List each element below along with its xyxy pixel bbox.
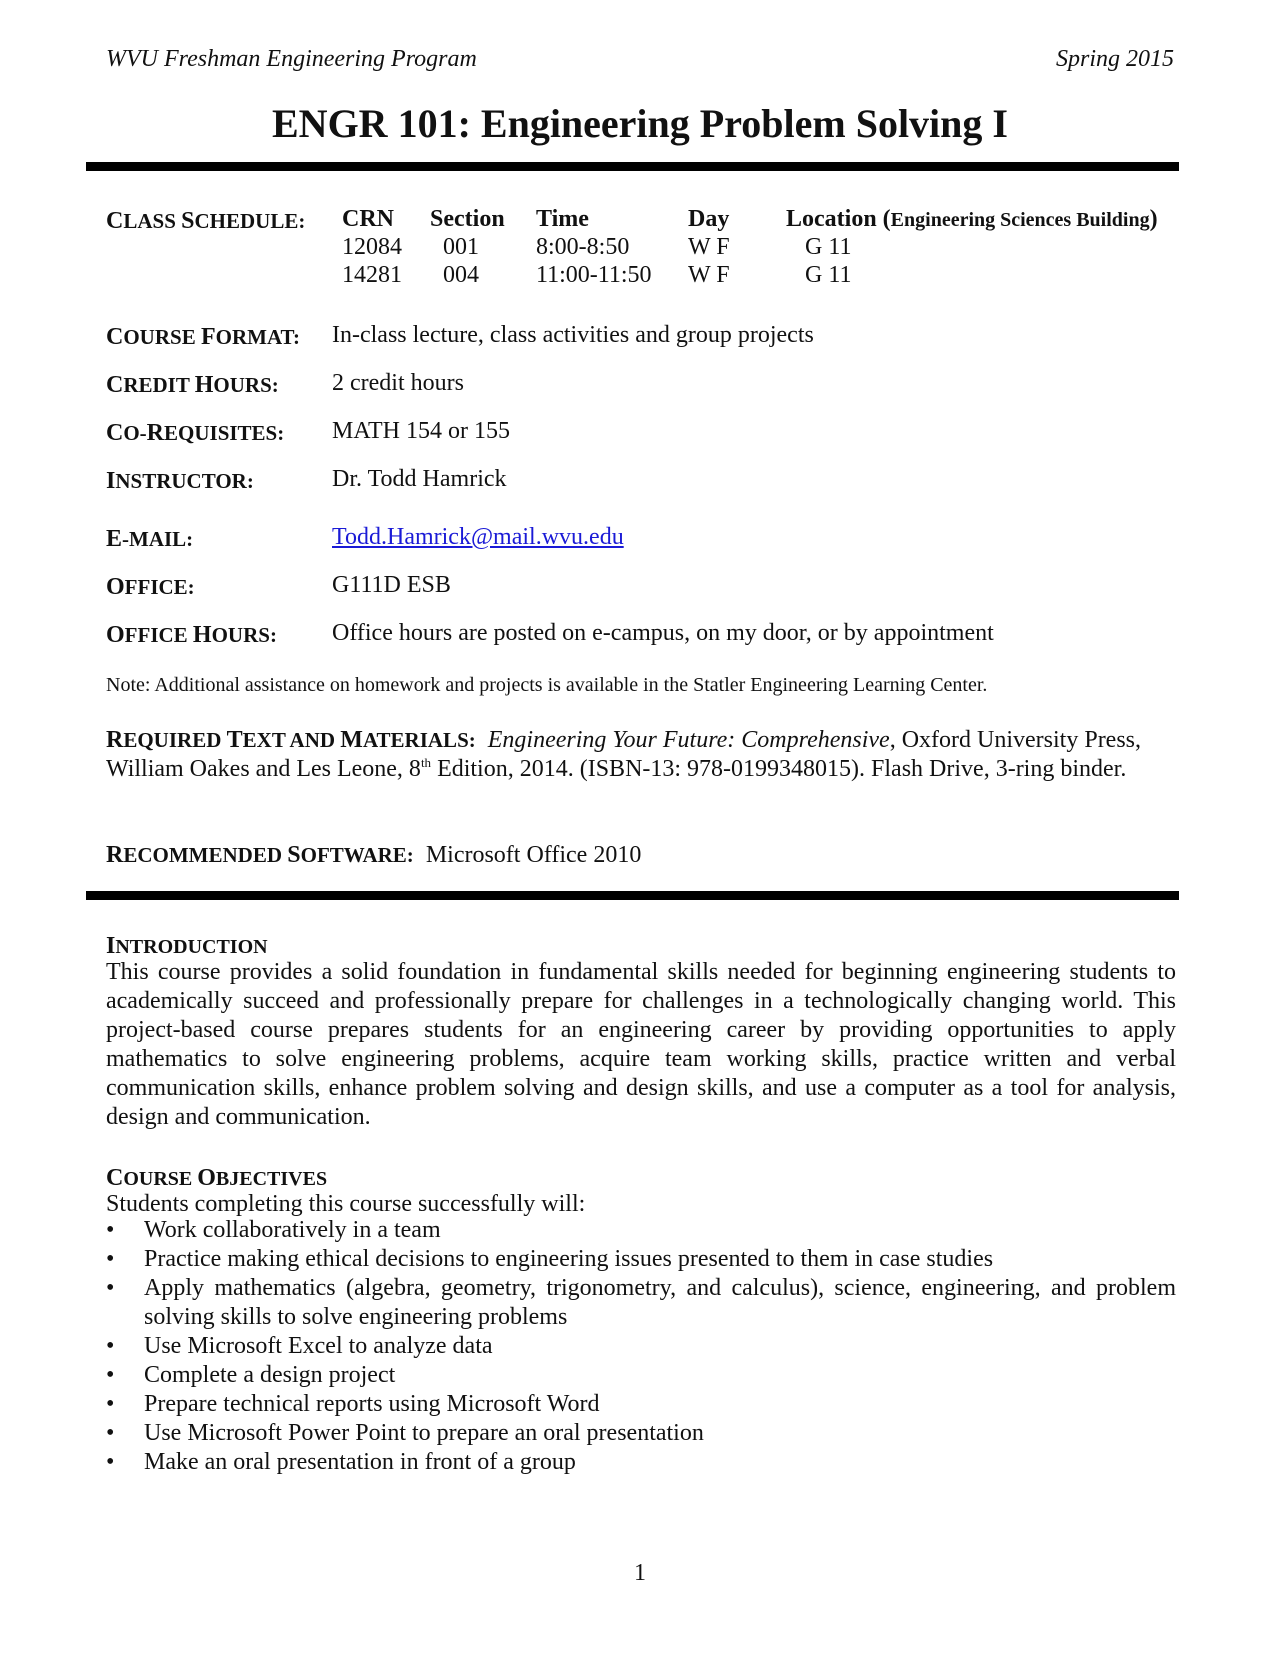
- schedule-row-1-location: G 11: [805, 234, 852, 260]
- objectives-list: [106, 1216, 1176, 1477]
- schedule-row-2-day: W F: [688, 262, 730, 288]
- list-item: • Use Microsoft Power Point to prepare an oral presentation: [106, 1420, 704, 1446]
- office-hours-label: OFFICE HOURS:: [106, 622, 277, 648]
- bullet-icon: •: [106, 1246, 115, 1272]
- introduction-heading: INTRODUCTION: [106, 933, 268, 959]
- credit-hours-label: CREDIT HOURS:: [106, 372, 279, 398]
- bullet-icon: •: [106, 1333, 115, 1359]
- objectives-intro: Students completing this course successfully will:: [106, 1191, 586, 1217]
- assistance-note: Note: Additional assistance on homework and projects is available in the Statler Engineering Learning Center.: [106, 674, 988, 696]
- instructor-label: INSTRUCTOR:: [106, 468, 254, 494]
- textbook-title: Engineering Your Future: Comprehensive: [487, 727, 890, 753]
- course-format-value: In-class lecture, class activities and group projects: [332, 322, 814, 348]
- middle-divider: [86, 891, 1179, 900]
- email-link[interactable]: Todd.Hamrick@mail.wvu.edu: [332, 524, 624, 550]
- email-value: [332, 524, 624, 551]
- recommended-software: RECOMMENDED SOFTWARE: Microsoft Office 2010: [106, 842, 642, 868]
- list-item: • Use Microsoft Excel to analyze data: [106, 1333, 493, 1359]
- bullet-icon: •: [106, 1449, 115, 1475]
- bullet-icon: •: [106, 1217, 115, 1243]
- schedule-header-time: Time: [536, 206, 589, 232]
- list-item: • Practice making ethical decisions to engineering issues presented to them in case studies: [106, 1246, 994, 1272]
- objectives-heading: COURSE OBJECTIVES: [106, 1165, 328, 1191]
- top-divider: [86, 162, 1179, 171]
- schedule-header-section: Section: [430, 206, 505, 232]
- page-number: 1: [634, 1560, 646, 1586]
- schedule-row-2-time: 11:00-11:50: [536, 262, 652, 288]
- office-value: G111D ESB: [332, 572, 451, 598]
- schedule-row-1-crn: 12084: [342, 234, 402, 260]
- course-format-label: COURSE FORMAT:: [106, 324, 300, 350]
- list-item: • Prepare technical reports using Microsoft Word: [106, 1391, 600, 1417]
- schedule-row-2-crn: 14281: [342, 262, 402, 288]
- bullet-icon: •: [106, 1420, 115, 1446]
- schedule-row-1-day: W F: [688, 234, 730, 260]
- list-item: • Complete a design project: [106, 1362, 396, 1388]
- header-term: Spring 2015: [1055, 46, 1174, 72]
- introduction-text: This course provides a solid foundation in fundamental skills needed for beginning engineering students to academically succeed and professionally prepare for challenges in a technologically changing world. This project-based course prepares students for an engineering career by providing opportunities to apply mathematics to solve engineering problems, acquire team working skills, practice written and verbal communication skills, enhance problem solving and design skills, and use a computer as a tool for analysis, design and communication.: [106, 959, 1176, 1130]
- page-title: ENGR 101: Engineering Problem Solving I: [272, 101, 1008, 146]
- schedule-row-1-section: 001: [443, 234, 479, 260]
- email-label: E-MAIL:: [106, 526, 194, 552]
- co-requisites-label: CO-REQUISITES:: [106, 420, 285, 446]
- schedule-header-location: Location (Engineering Sciences Building): [786, 206, 1158, 232]
- instructor-value: Dr. Todd Hamrick: [332, 466, 507, 492]
- class-schedule-label: CLASS SCHEDULE:: [106, 208, 306, 234]
- bullet-icon: •: [106, 1275, 115, 1301]
- schedule-header-day: Day: [688, 206, 730, 232]
- list-item: • Make an oral presentation in front of a group: [106, 1449, 576, 1475]
- list-item: • Work collaboratively in a team: [106, 1217, 441, 1243]
- office-label: OFFICE:: [106, 574, 195, 600]
- list-item: • Apply mathematics (algebra, geometry, trigonometry, and calculus), science, engineering, and problem solving skills to solve engineering problems: [106, 1275, 1176, 1330]
- schedule-row-2-section: 004: [443, 262, 479, 288]
- required-materials: REQUIRED TEXT AND MATERIALS: Engineering Your Future: Comprehensive, Oxford University Press, William Oakes and Les Leone, 8th Edition, 2014. (ISBN-13: 978-0199348015). Flash Drive, 3-ring binder.: [106, 727, 1142, 782]
- schedule-row-1-time: 8:00-8:50: [536, 234, 630, 260]
- schedule-header-crn: CRN: [342, 206, 394, 232]
- header-program: WVU Freshman Engineering Program: [106, 46, 477, 72]
- bullet-icon: •: [106, 1391, 115, 1417]
- bullet-icon: •: [106, 1362, 115, 1388]
- office-hours-value: Office hours are posted on e-campus, on my door, or by appointment: [332, 620, 994, 646]
- credit-hours-value: 2 credit hours: [332, 370, 464, 396]
- schedule-row-2-location: G 11: [805, 262, 852, 288]
- co-requisites-value: MATH 154 or 155: [332, 418, 510, 444]
